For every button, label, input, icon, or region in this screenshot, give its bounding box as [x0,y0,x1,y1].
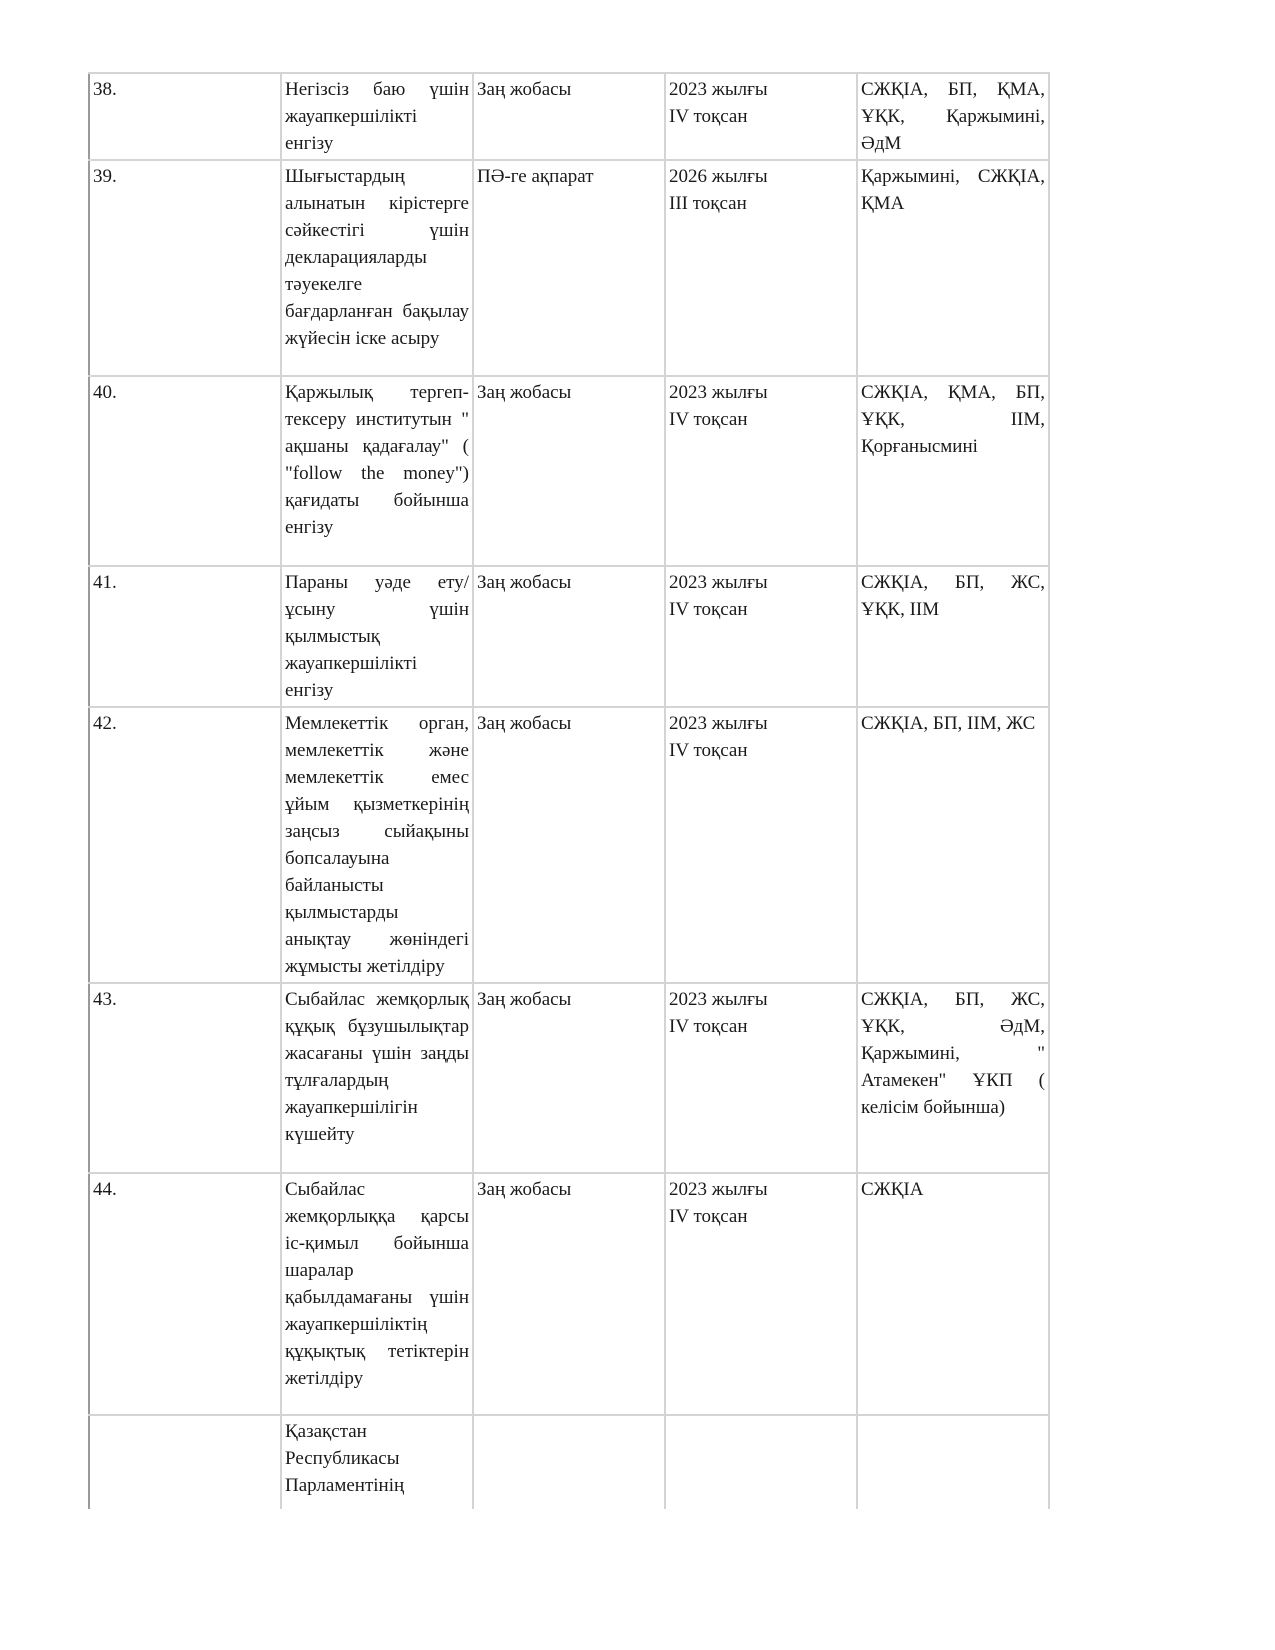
deadline-cell: 2023 жылғы IV тоқсан [665,376,857,566]
completion-form-cell: Заң жобасы [473,566,665,707]
measure-cell: Негізсіз баю үшін жауапкершілікті енгізу [281,73,473,160]
row-number: 42. [89,707,281,983]
table-row [89,707,1049,983]
table-row [89,566,1049,707]
deadline-cell: 2023 жылғы IV тоқсан [665,707,857,983]
completion-form-cell: Заң жобасы [473,1173,665,1415]
row-number [89,1415,281,1509]
measure-cell: Қазақстан Республикасы Парламентінің [281,1415,473,1509]
completion-form-cell: Заң жобасы [473,376,665,566]
measure-cell: Сыбайлас жемқорлық құқық бұзушылықтар жасағаны үшін заңды тұлғалардың жауапкершілігін күшейту [281,983,473,1173]
row-number: 44. [89,1173,281,1415]
table-row [89,983,1049,1173]
row-number: 39. [89,160,281,376]
action-plan-table [88,72,1050,1509]
measure-cell: Қаржылық тергеп-тексеру институтын " ақшаны қадағалау" ( "follow the money") қағидаты бойынша енгізу [281,376,473,566]
row-number: 43. [89,983,281,1173]
executors-cell: СЖҚІА [857,1173,1049,1415]
deadline-cell: 2023 жылғы IV тоқсан [665,566,857,707]
deadline-cell: 2023 жылғы IV тоқсан [665,73,857,160]
executors-cell [857,1415,1049,1509]
table-row [89,160,1049,376]
row-number: 40. [89,376,281,566]
table-row [89,73,1049,160]
executors-cell: СЖҚІА, БП, ҚМА, ҰҚК, Қаржымині, ӘдМ [857,73,1049,160]
executors-cell: Қаржымині, СЖҚІА, ҚМА [857,160,1049,376]
deadline-cell [665,1415,857,1509]
deadline-cell: 2026 жылғы III тоқсан [665,160,857,376]
deadline-cell: 2023 жылғы IV тоқсан [665,983,857,1173]
deadline-cell: 2023 жылғы IV тоқсан [665,1173,857,1415]
table-row [89,1173,1049,1415]
measure-cell: Мемлекеттік орган, мемлекеттік және мемлекеттік емес ұйым қызметкерінің заңсыз сыйақыны бопсалауына байланысты қылмыстарды анықтау жөніндегі жұмысты жетілдіру [281,707,473,983]
table-row [89,376,1049,566]
measure-cell: Параны уәде ету/ ұсыну үшін қылмыстық жауапкершілікті енгізу [281,566,473,707]
executors-cell: СЖҚІА, БП, ІІМ, ЖС [857,707,1049,983]
executors-cell: СЖҚІА, БП, ЖС, ҰҚК, ӘдМ, Қаржымині, " Атамекен" ҰКП ( келісім бойынша) [857,983,1049,1173]
measure-cell: Сыбайлас жемқорлыққа қарсы іс-қимыл бойынша шаралар қабылдамағаны үшін жауапкершіліктің құқықтық тетіктерін жетілдіру [281,1173,473,1415]
row-number: 41. [89,566,281,707]
completion-form-cell [473,1415,665,1509]
completion-form-cell: Заң жобасы [473,707,665,983]
completion-form-cell: Заң жобасы [473,983,665,1173]
table-row [89,1415,1049,1509]
executors-cell: СЖҚІА, БП, ЖС, ҰҚК, ІІМ [857,566,1049,707]
executors-cell: СЖҚІА, ҚМА, БП, ҰҚК, ІІМ, Қорғанысмині [857,376,1049,566]
completion-form-cell: ПӘ-ге ақпарат [473,160,665,376]
measure-cell: Шығыстардың алынатын кірістерге сәйкестігі үшін декларацияларды тәуекелге бағдарланған бақылау жүйесін іске асыру [281,160,473,376]
completion-form-cell: Заң жобасы [473,73,665,160]
row-number: 38. [89,73,281,160]
